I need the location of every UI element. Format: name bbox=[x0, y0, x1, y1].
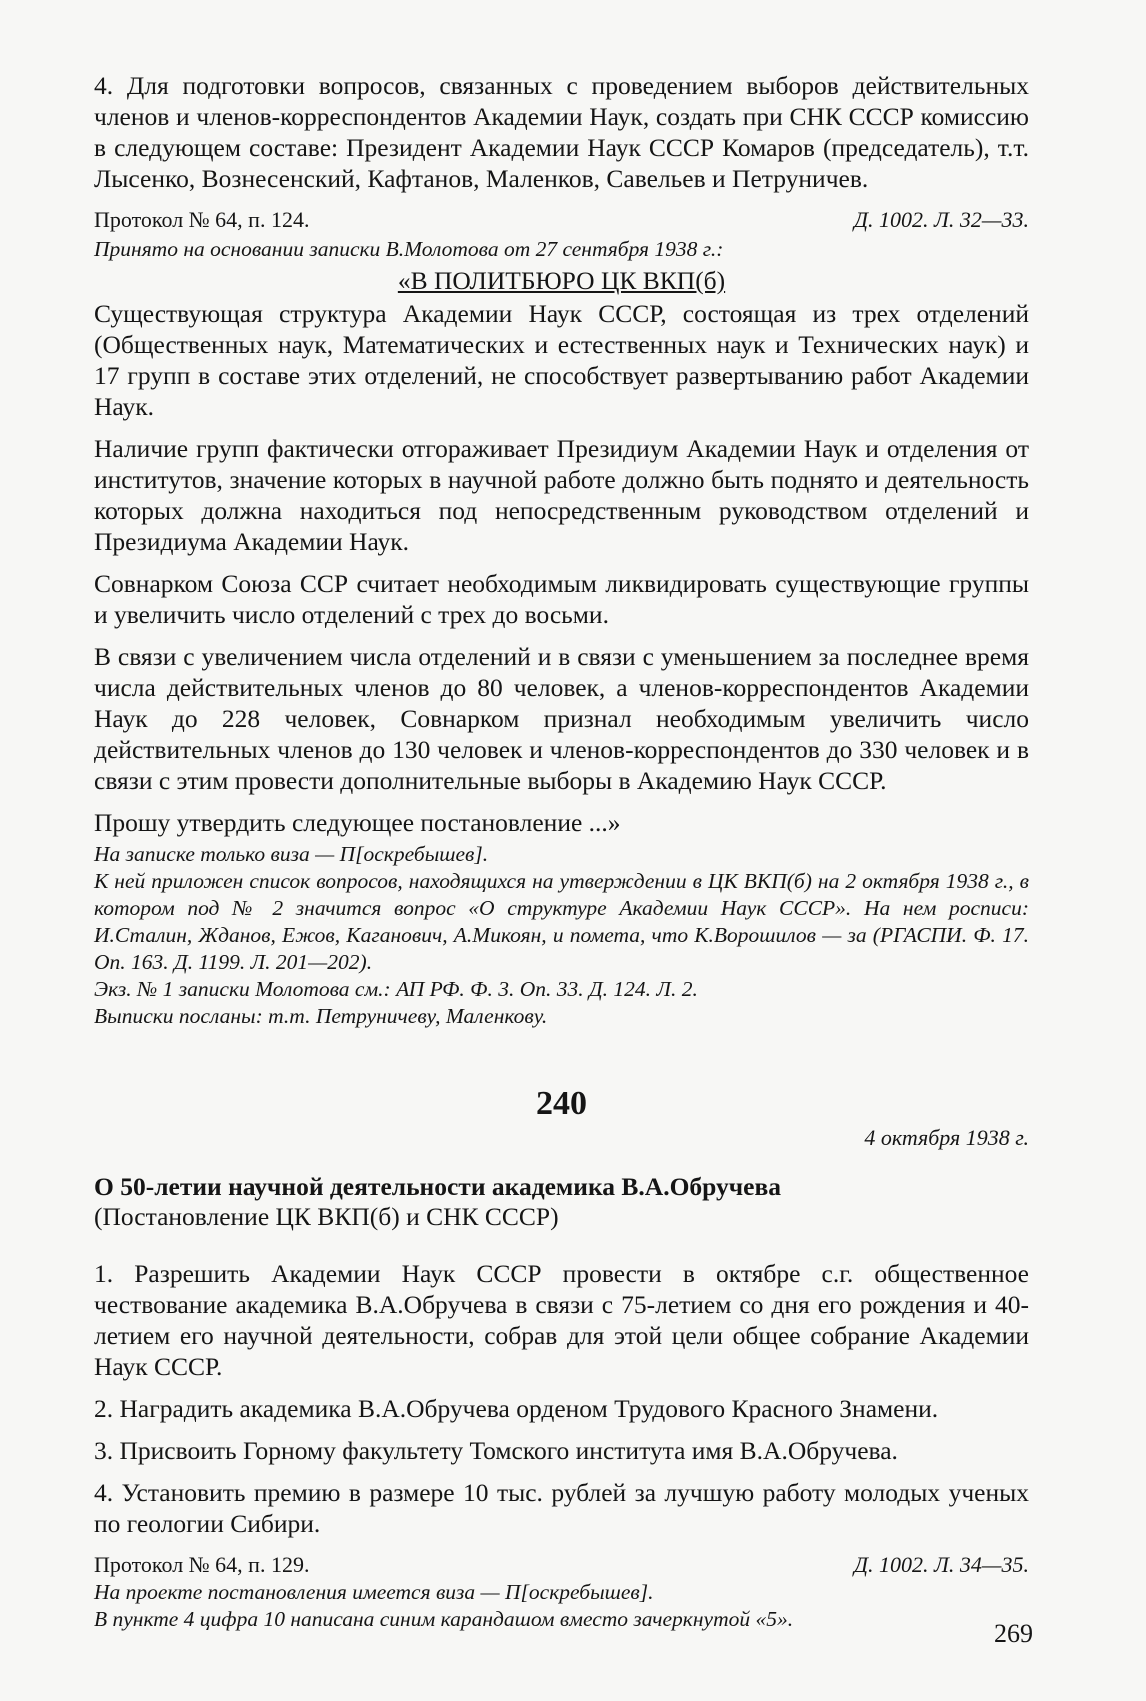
decree-note: В пункте 4 цифра 10 написана синим карандашом вместо зачеркнутой «5». bbox=[94, 1607, 794, 1631]
memo-paragraph: Совнарком Союза ССР считает необходимым ликвидировать существующие группы и увеличить число отделений с трех до восьми. bbox=[94, 569, 1029, 629]
memo-paragraph: Прошу утвердить следующее постановление ...» bbox=[94, 808, 621, 837]
decree-item: 3. Присвоить Горному факультету Томского института имя В.А.Обручева. bbox=[94, 1436, 898, 1465]
protocol-number: Протокол № 64, п. 129. bbox=[94, 1552, 310, 1577]
adopted-note: Принято на основании записки В.Молотова от 27 сентября 1938 г.: bbox=[94, 237, 724, 261]
archive-reference: Д. 1002. Л. 34—35. bbox=[854, 1552, 1029, 1577]
decree-item: 2. Наградить академика В.А.Обручева орденом Трудового Красного Знамени. bbox=[94, 1394, 939, 1423]
archive-reference: Д. 1002. Л. 32—33. bbox=[854, 207, 1029, 232]
page-number: 269 bbox=[994, 1619, 1033, 1648]
memo-note: Экз. № 1 записки Молотова см.: АП РФ. Ф. 3. Оп. 33. Д. 124. Л. 2. bbox=[94, 977, 698, 1001]
decree-note: На проекте постановления имеется виза — П[оскребышев]. bbox=[94, 1580, 654, 1604]
memo-paragraph: Существующая структура Академии Наук СССР, состоящая из трех отделений (Общественных наук, Математических и естественных наук и Технических наук) и 17 групп в составе этих отделений, не способствует развертыванию работ Академии Наук. bbox=[94, 299, 1029, 421]
document-date: 4 октября 1938 г. bbox=[864, 1125, 1029, 1150]
document-number: 240 bbox=[536, 1085, 587, 1122]
document-title: О 50-летии научной деятельности академика В.А.Обручева bbox=[94, 1172, 781, 1201]
decree-item: 1. Разрешить Академии Наук СССР провести в октябре с.г. общественное чествование академика В.А.Обручева в связи с 75-летием со дня его рождения и 40-летием его научной деятельности, собрав для этой цели общее собрание Академии Наук СССР. bbox=[94, 1259, 1029, 1381]
memo-heading: «В ПОЛИТБЮРО ЦК ВКП(б) bbox=[397, 266, 726, 295]
memo-paragraph: В связи с увеличением числа отделений и в связи с уменьшением за последнее время числа действительных членов до 80 человек, а членов-корреспондентов Академии Наук до 228 человек, Совнарком признал необходимым увеличить число действительных членов до 130 человек и членов-корреспондентов до 330 человек и в связи с этим провести дополнительные выборы в Академию Наук СССР. bbox=[94, 642, 1029, 795]
decree-item: 4. Установить премию в размере 10 тыс. рублей за лучшую работу молодых ученых по геологии Сибири. bbox=[94, 1478, 1029, 1538]
protocol-line-129 bbox=[94, 1550, 1029, 1579]
protocol-number: Протокол № 64, п. 124. bbox=[94, 207, 310, 232]
protocol-line-124 bbox=[94, 205, 1029, 234]
memo-note: К ней приложен список вопросов, находящихся на утверждении в ЦК ВКП(б) на 2 октября 1938 г., в котором под № 2 значится вопрос «О структуре Академии Наук СССР». На нем росписи: И.Сталин, Жданов, Ежов, Каганович, А.Микоян, и помета, что К.Ворошилов — за (РГАСПИ. Ф. 17. Оп. 163. Д. 1199. Л. 201—202). bbox=[94, 869, 1029, 974]
memo-note: Выписки посланы: т.т. Петруничеву, Маленкову. bbox=[94, 1004, 548, 1028]
text-column bbox=[94, 70, 1029, 1633]
memo-paragraph: Наличие групп фактически отгораживает Президиум Академии Наук и отделения от институтов, значение которых в научной работе должно быть поднято и деятельность которых должна находиться под непосредственным руководством отделений и Президиума Академии Наук. bbox=[94, 434, 1029, 556]
memo-note: На записке только виза — П[оскребышев]. bbox=[94, 842, 489, 866]
item-4-commission: 4. Для подготовки вопросов, связанных с проведением выборов действительных членов и членов-корреспондентов Академии Наук, создать при СНК СССР комиссию в следующем составе: Президент Академии Наук СССР Комаров (председатель), т.т. Лысенко, Вознесенский, Кафтанов, Маленков, Савельев и Петруничев. bbox=[94, 71, 1029, 193]
document-subtitle: (Постановление ЦК ВКП(б) и СНК СССР) bbox=[94, 1202, 559, 1231]
